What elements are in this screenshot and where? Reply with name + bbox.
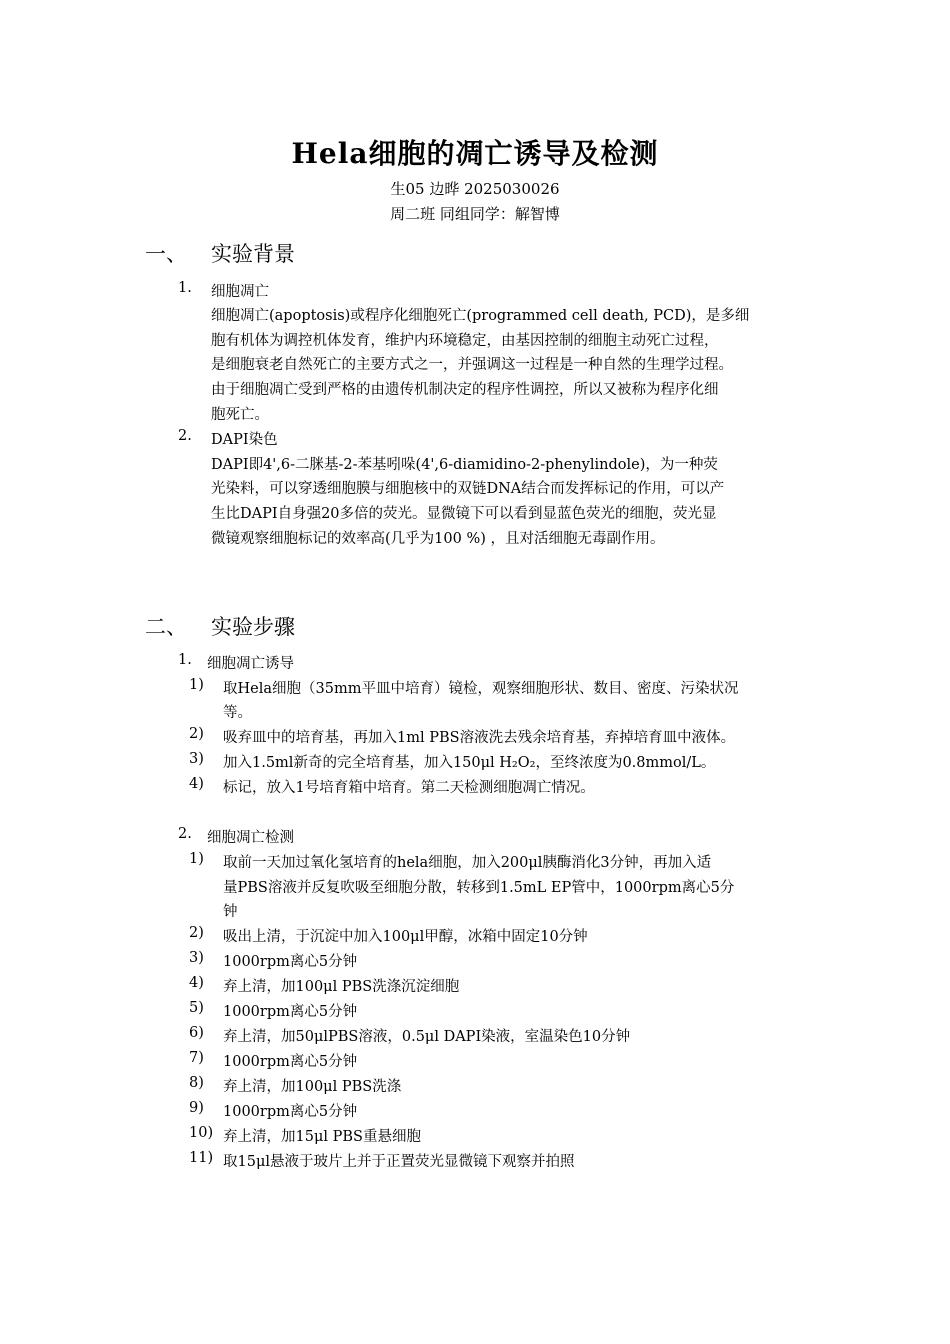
subsection-number: 1. <box>178 652 192 668</box>
paragraph-line: 胞有机体为调控机体发育，维护内环境稳定，由基因控制的细胞主动死亡过程， <box>211 333 719 349</box>
step-number: 11) <box>189 1150 214 1166</box>
step-number: 2) <box>189 925 204 941</box>
step-text: 弃上清，加15μl PBS重悬细胞 <box>223 1129 421 1145</box>
paragraph-line: 是细胞衰老自然死亡的主要方式之一，并强调这一过程是一种自然的生理学过程。 <box>211 357 733 373</box>
step-number: 4) <box>189 776 204 792</box>
step-number: 3) <box>189 950 204 966</box>
step-text: 量PBS溶液并反复吹吸至细胞分散，转移到1.5mL EP管中，1000rpm离心5分 <box>223 880 735 896</box>
step-text: 钟 <box>223 904 238 920</box>
subsection-number: 2. <box>178 826 192 842</box>
section-2-number: 二、 <box>145 615 187 639</box>
step-number: 8) <box>189 1075 204 1091</box>
step-number: 9) <box>189 1100 204 1116</box>
section-1-number: 一、 <box>145 242 187 266</box>
paragraph-line: 细胞凋亡(apoptosis)或程序化细胞死亡(programmed cell death, PCD)，是多细 <box>211 308 750 324</box>
author-line: 生05 边晔 2025030026 <box>390 180 560 198</box>
step-text: 1000rpm离心5分钟 <box>223 954 358 970</box>
step-number: 6) <box>189 1025 204 1041</box>
subsection-number: 1. <box>178 280 192 296</box>
step-text: 弃上清，加100μl PBS洗涤 <box>223 1079 402 1095</box>
subsection-heading: 细胞凋亡 <box>211 284 269 300</box>
paragraph-line: 微镜观察细胞标记的效率高(几乎为100 %) ，且对活细胞无毒副作用。 <box>211 531 665 547</box>
step-number: 3) <box>189 751 204 767</box>
paragraph-line: 生比DAPI自身强20多倍的荧光。显微镜下可以看到显蓝色荧光的细胞，荧光显 <box>211 506 717 522</box>
step-number: 4) <box>189 975 204 991</box>
class-line: 周二班 同组同学：解智博 <box>390 205 560 223</box>
step-number: 7) <box>189 1050 204 1066</box>
step-text: 弃上清，加50μlPBS溶液，0.5μl DAPI染液，室温染色10分钟 <box>223 1029 631 1045</box>
step-text: 标记，放入1号培育箱中培育。第二天检测细胞凋亡情况。 <box>223 780 595 796</box>
step-number: 1) <box>189 677 204 693</box>
subsection-heading: 细胞凋亡诱导 <box>207 656 294 672</box>
step-number: 5) <box>189 1000 204 1016</box>
step-number: 10) <box>189 1125 214 1141</box>
subsection-heading: DAPI染色 <box>211 432 278 448</box>
step-number: 2) <box>189 726 204 742</box>
subsection-number: 2. <box>178 428 192 444</box>
paragraph-line: 由于细胞凋亡受到严格的由遗传机制决定的程序性调控，所以又被称为程序化细 <box>211 382 719 398</box>
section-1-heading: 实验背景 <box>211 242 295 266</box>
step-number: 1) <box>189 851 204 867</box>
step-text: 弃上清，加100μl PBS洗涤沉淀细胞 <box>223 979 460 995</box>
step-text: 1000rpm离心5分钟 <box>223 1004 358 1020</box>
step-text: 1000rpm离心5分钟 <box>223 1054 358 1070</box>
step-text: 取Hela细胞（35mm平皿中培育）镜检，观察细胞形状、数目、密度、污染状况 <box>223 681 739 697</box>
paragraph-line: 光染料，可以穿透细胞膜与细胞核中的双链DNA结合而发挥标记的作用，可以产 <box>211 481 725 497</box>
step-text: 1000rpm离心5分钟 <box>223 1104 358 1120</box>
step-text: 加入1.5ml新奇的完全培育基，加入150μl H₂O₂，至终浓度为0.8mmol/L。 <box>223 755 716 771</box>
paragraph-line: DAPI即4',6-二脒基-2-苯基吲哚(4',6-diamidino-2-phenylindole)，为一种荧 <box>211 457 718 473</box>
paragraph-line: 胞死亡。 <box>211 407 269 423</box>
step-text: 取前一天加过氧化氢培育的hela细胞，加入200μl胰酶消化3分钟，再加入适 <box>223 855 712 871</box>
step-text: 取15μl悬液于玻片上并于正置荧光显微镜下观察并拍照 <box>223 1154 575 1170</box>
step-text: 等。 <box>223 705 252 721</box>
subsection-heading: 细胞凋亡检测 <box>207 830 294 846</box>
section-2-heading: 实验步骤 <box>211 615 295 639</box>
step-text: 吸出上清，于沉淀中加入100μl甲醇，冰箱中固定10分钟 <box>223 929 588 945</box>
document-title: Hela细胞的凋亡诱导及检测 <box>291 137 659 170</box>
step-text: 吸弃皿中的培育基，再加入1ml PBS溶液洗去残余培育基，弃掉培育皿中液体。 <box>223 730 736 746</box>
